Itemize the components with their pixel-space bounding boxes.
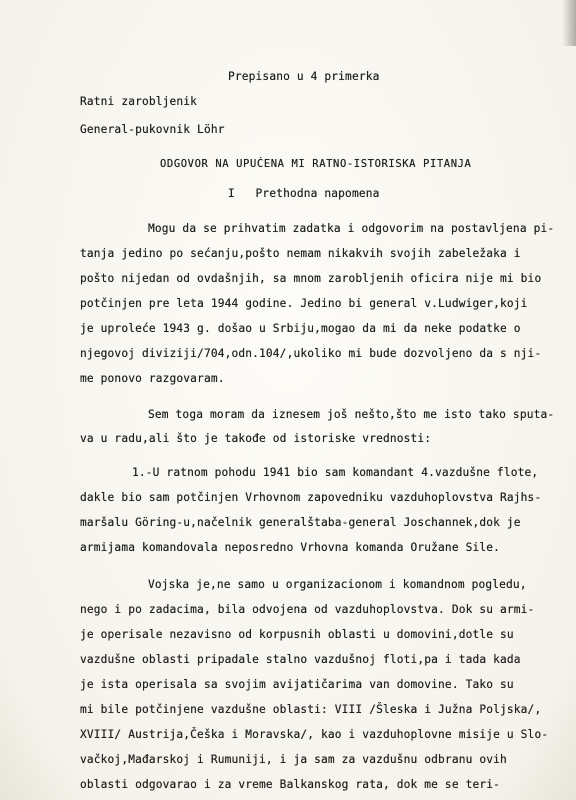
body-line: Mogu da se prihvatim zadatka i odgovorim na postavljena pi-	[148, 222, 555, 235]
copies-note: Prepisano u 4 primerka	[228, 70, 380, 83]
body-line: vazdušne oblasti pripadale stalno vazdušnoj floti,pa i tada kada	[80, 653, 521, 666]
prisoner-label: Ratni zarobljenik	[80, 95, 198, 108]
body-line: je ista operisala sa svojim avijatičarima van domovine. Tako su	[80, 678, 514, 691]
body-line: 1.-U ratnom pohodu 1941 bio sam komandant 4.vazdušne flote,	[132, 466, 539, 479]
body-line: mi bile potčinjene vazdušne oblasti: VIII /Šleska i Južna Poljska/,	[80, 703, 542, 716]
body-line: armijama komandovala neposredno Vrhovna komanda Oružane Sile.	[80, 541, 501, 554]
author-name: General-pukovnik Löhr	[80, 123, 225, 136]
body-line: dakle bio sam potčinjen Vrhovnom zapovedniku vazduhoplovstva Rajhs-	[80, 491, 542, 504]
body-line: XVIII/ Austrija,Češka i Moravska/, kao i vazduhoplovne misije u Slo-	[80, 728, 549, 741]
body-line: vačkoj,Mađarskoj i Rumuniji, i ja sam za vazdušnu odbranu ovih	[80, 753, 507, 766]
body-line: je operisale nezavisno od korpusnih oblasti u domovini,dotle su	[80, 628, 514, 641]
document-title: ODGOVOR NA UPUĆENA MI RATNO-ISTORISKA PITANJA	[160, 158, 472, 170]
body-line: oblasti odgovarao i za vreme Balkanskog rata, dok me se teri-	[80, 778, 501, 791]
body-line: maršalu Göring-u,načelnik generalštaba-general Joschannek,dok je	[80, 516, 521, 529]
body-line: nego i po zadacima, bila odvojena od vazduhoplovstva. Dok su armi-	[80, 603, 535, 616]
body-line: potčinjen pre leta 1944 godine. Jedino bi general v.Ludwiger,koji	[80, 297, 528, 310]
scan-edge-smudge	[562, 0, 576, 46]
body-line: Sem toga moram da iznesem još nešto,što me isto tako sputa-	[148, 408, 555, 421]
body-line: va u radu,ali što je takođe od istoriske vrednosti:	[80, 432, 432, 445]
body-line: je uproleće 1943 g. došao u Srbiju,mogao da mi da neke podatke o	[80, 322, 521, 335]
section-heading: I Prethodna napomena	[228, 187, 380, 200]
body-line: pošto nijedan od ovdašnjih, sa mnom zarobljenih oficira nije mi bio	[80, 272, 542, 285]
body-line: tanja jedino po sećanju,pošto nemam nikakvih svojih zabeležaka i	[80, 247, 521, 260]
body-line: Vojska je,ne samo u organizacionom i komandnom pogledu,	[148, 578, 527, 591]
body-line: me ponovo razgovaram.	[80, 372, 225, 385]
body-line: njegovoj diviziji/704,odn.104/,ukoliko mi bude dozvoljeno da s nji-	[80, 347, 542, 360]
